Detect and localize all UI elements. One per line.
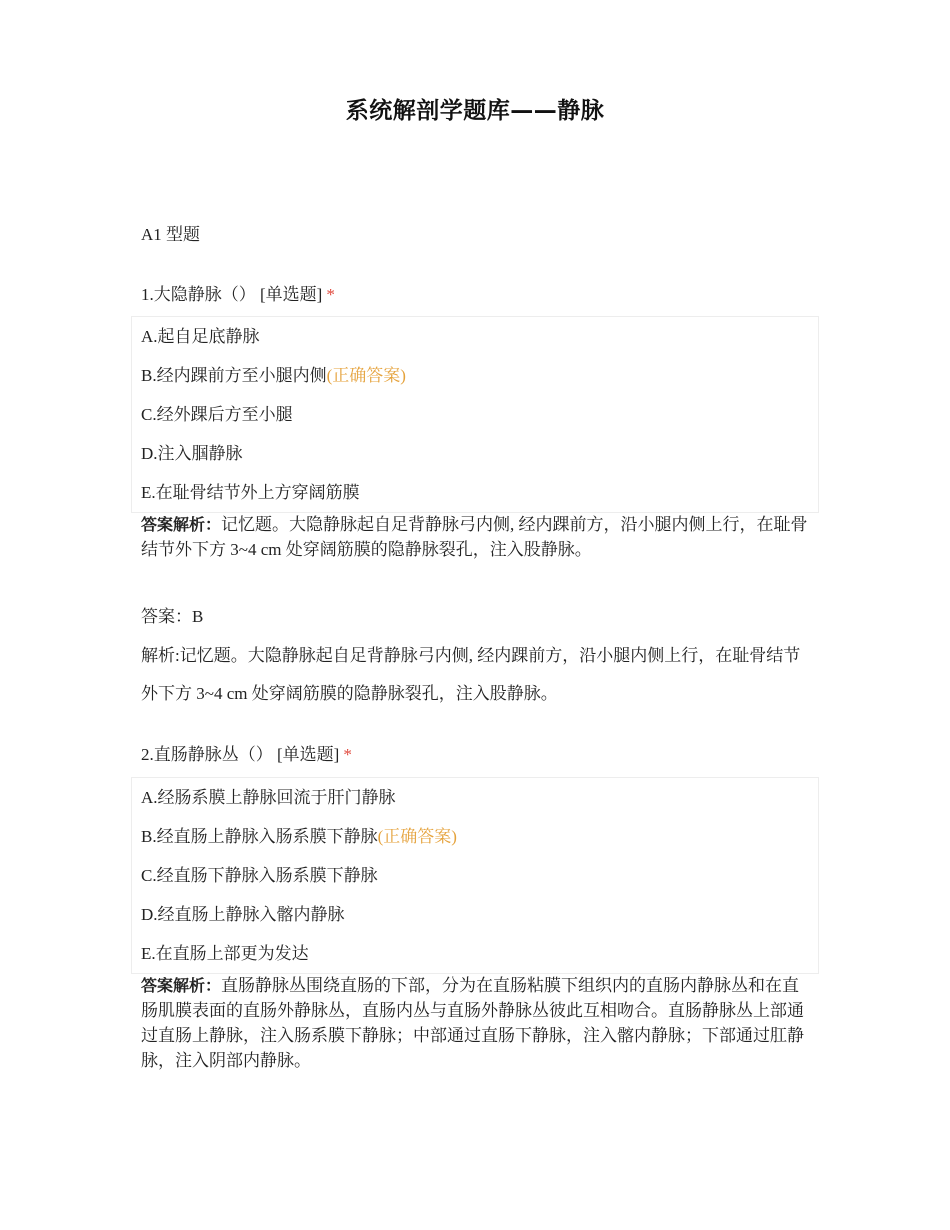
explanation-text: 解析:记忆题。大隐静脉起自足背静脉弓内侧, 经内踝前方，沿小腿内侧上行，在耻骨结节外下方 3~4 cm 处穿阔筋膜的隐静脉裂孔，注入股静脉。 [141,646,801,703]
analysis-text: 记忆题。大隐静脉起自足背静脉弓内侧, 经内踝前方，沿小腿内侧上行，在耻骨结节外下方 3~4 cm 处穿阔筋膜的隐静脉裂孔，注入股静脉。 [141,515,808,559]
question-1-options [131,316,819,513]
option-a[interactable]: A.起自足底静脉 [141,327,260,346]
option-b[interactable]: B.经内踝前方至小腿内侧(正确答案) [141,366,406,385]
question-1-analysis [141,512,813,562]
option-d[interactable]: D.经直肠上静脉入髂内静脉 [141,905,345,924]
correct-answer-mark: (正确答案) [326,366,406,385]
page-title: 系统解剖学题库——静脉 [345,98,605,124]
question-stem-text: 1.大隐静脉（） [单选题] [141,285,323,304]
option-d[interactable]: D.注入腘静脉 [141,444,243,463]
option-a[interactable]: A.经肠系膜上静脉回流于肝门静脉 [141,788,396,807]
option-e[interactable]: E.在耻骨结节外上方穿阔筋膜 [141,483,360,502]
analysis-text: 直肠静脉丛围绕直肠的下部，分为在直肠粘膜下组织内的直肠内静脉丛和在直肠肌膜表面的直肠外静脉丛，直肠内丛与直肠外静脉丛彼此互相吻合。直肠静脉丛上部通过直肠上静脉，注入肠系膜下静脉；中部通过直肠下静脉，注入髂内静脉；下部通过肛静脉，注入阴部内静脉。 [141,976,804,1070]
question-2-analysis [141,973,813,1073]
option-b[interactable]: B.经直肠上静脉入肠系膜下静脉(正确答案) [141,827,457,846]
section-label: A1 型题 [141,225,201,244]
question-stem-text: 2.直肠静脉丛（） [单选题] [141,745,340,764]
analysis-label: 答案解析： [141,515,222,534]
answer-line: 答案：B [141,607,204,626]
question-2-options [131,777,819,974]
question-1-stem [141,280,335,305]
correct-answer-mark: (正确答案) [377,827,457,846]
analysis-label: 答案解析： [141,976,222,995]
question-2-stem [141,740,352,765]
required-mark: * [326,285,335,304]
option-e[interactable]: E.在直肠上部更为发达 [141,944,309,963]
option-c[interactable]: C.经外踝后方至小腿 [141,405,293,424]
option-c[interactable]: C.经直肠下静脉入肠系膜下静脉 [141,866,378,885]
required-mark: * [343,745,352,764]
